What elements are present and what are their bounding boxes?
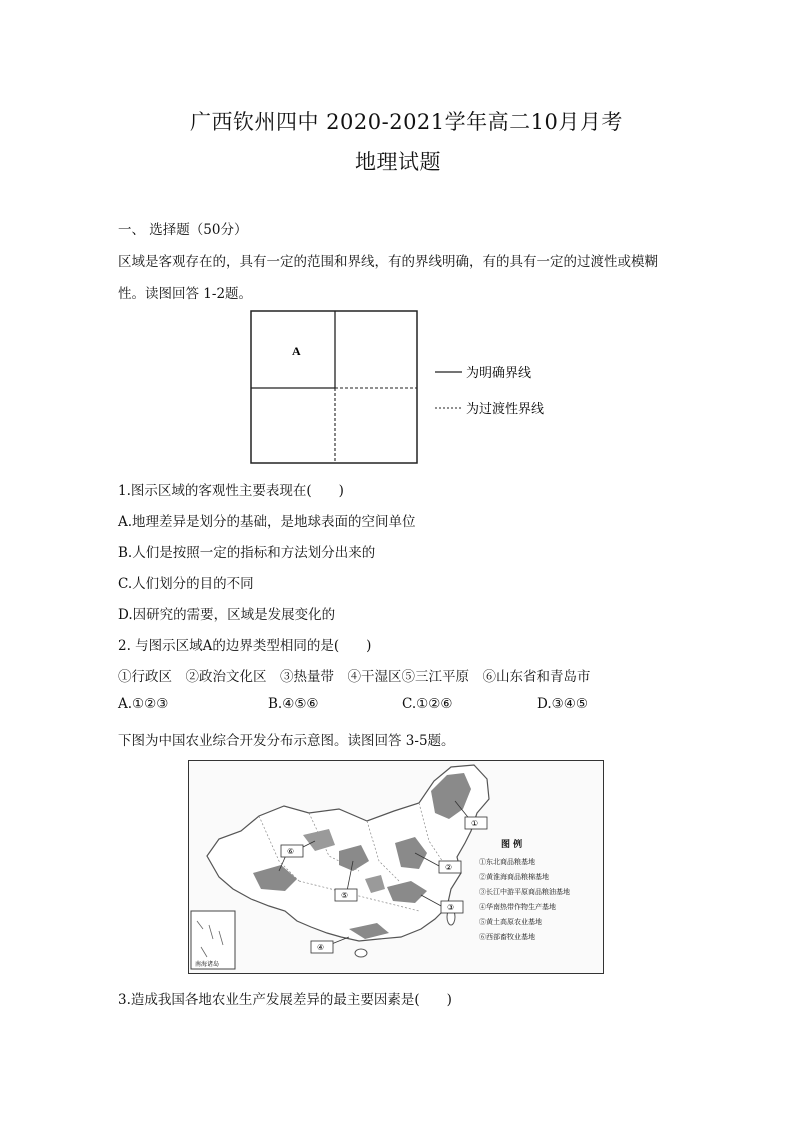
q1-option-d: D.因研究的需要，区域是发展变化的 <box>118 607 336 623</box>
q3-stem: 3.造成我国各地农业生产发展差异的最主要因素是( ) <box>118 992 452 1008</box>
q1-option-c: C.人们划分的目的不同 <box>118 576 254 592</box>
svg-text:③: ③ <box>447 903 455 912</box>
q2-stem: 2. 与图示区域A的边界类型相同的是( ) <box>118 638 372 654</box>
svg-text:⑤: ⑤ <box>341 891 349 900</box>
svg-text:②: ② <box>445 863 453 872</box>
legend-item-4: ④华南热带作物生产基地 <box>479 903 556 911</box>
region-a-label: A <box>292 344 301 358</box>
south-china-sea-inset <box>191 911 235 969</box>
legend-title: 图 例 <box>501 840 523 850</box>
q1-option-b: B.人们是按照一定的指标和方法划分出来的 <box>118 545 376 561</box>
section-heading: 一、 选择题（50分） <box>118 222 248 238</box>
legend-item-2: ②黄淮海商品粮棉基地 <box>479 873 549 881</box>
legend-solid-label: 为明确界线 <box>466 366 532 381</box>
svg-text:⑥: ⑥ <box>287 847 295 856</box>
q1-stem: 1.图示区域的客观性主要表现在( ) <box>118 483 344 499</box>
page-subtitle: 地理试题 <box>355 150 441 174</box>
region-outer-box <box>251 311 417 463</box>
svg-text:①: ① <box>471 819 479 828</box>
q2-option-b: B.④⑤⑥ <box>268 696 319 712</box>
map-legend <box>475 837 599 949</box>
intro-line-1: 区域是客观存在的，具有一定的范围和界线，有的界线明确，有的具有一定的过渡性或模糊 <box>118 254 658 270</box>
legend-item-5: ⑤黄土高原农业基地 <box>479 918 542 926</box>
q2-option-c: C.①②⑥ <box>402 696 453 712</box>
region-boundary-diagram <box>250 310 560 466</box>
legend-dashed-label: 为过渡性界线 <box>466 402 545 417</box>
q1-option-a: A.地理差异是划分的基础，是地球表面的空间单位 <box>118 514 416 530</box>
inset-label: 南海诸岛 <box>195 961 220 968</box>
china-agriculture-map <box>188 760 604 974</box>
legend-item-6: ⑥西部畜牧业基地 <box>479 933 535 941</box>
q2-option-a: A.①②③ <box>118 696 169 712</box>
hainan-island <box>355 949 367 957</box>
legend-item-1: ①东北商品粮基地 <box>479 858 535 866</box>
intro-line-2: 性。读图回答 1-2题。 <box>118 286 253 302</box>
q2-option-d: D.③④⑤ <box>537 696 588 712</box>
marker-4 <box>311 937 349 953</box>
legend-item-3: ③长江中游平原商品粮油基地 <box>479 888 570 896</box>
q2-items: ①行政区 ②政治文化区 ③热量带 ④干湿区⑤三江平原 ⑥山东省和青岛市 <box>118 669 591 685</box>
page-title: 广西钦州四中 2020-2021学年高二10月月考 <box>190 110 623 134</box>
svg-text:④: ④ <box>317 943 325 952</box>
map-intro: 下图为中国农业综合开发分布示意图。读图回答 3-5题。 <box>118 733 455 749</box>
